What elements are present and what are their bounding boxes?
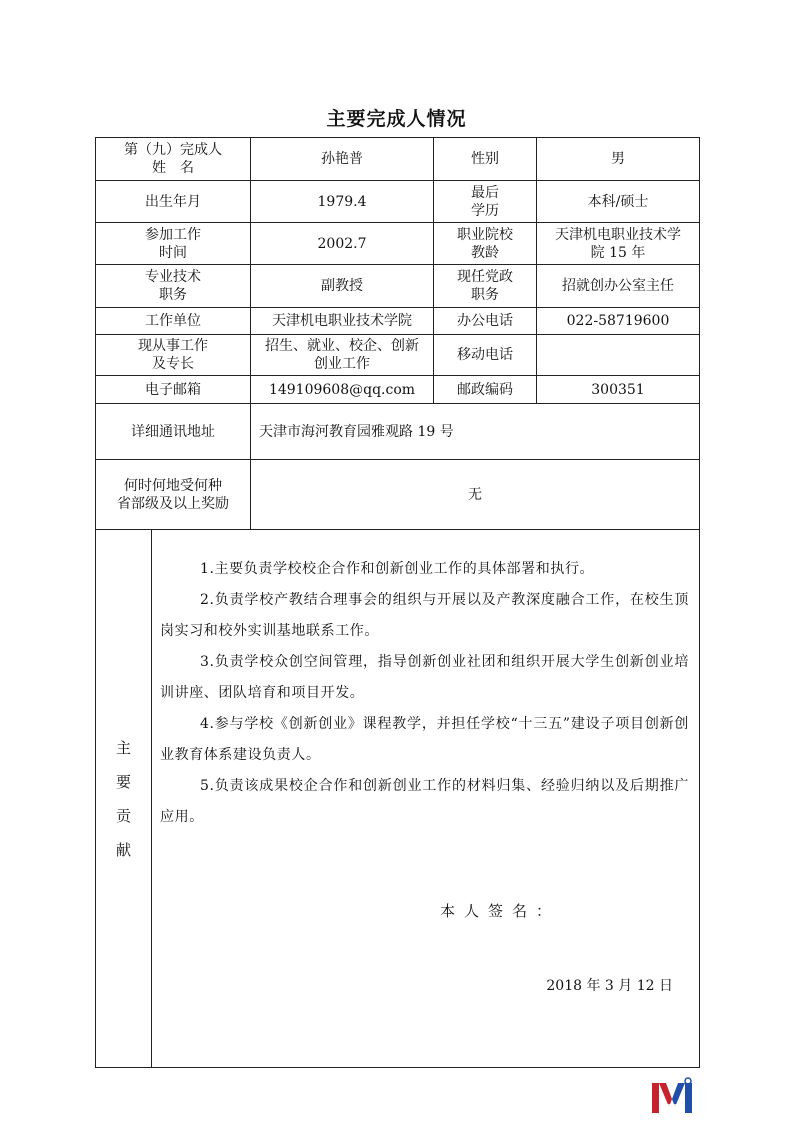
mobile-value (537, 335, 700, 376)
mobile-label: 移动电话 (434, 335, 537, 376)
gender-label: 性别 (434, 138, 537, 181)
contribution-label: 主 要 贡 献 (96, 530, 152, 1068)
education-value: 本科/硕士 (537, 181, 700, 223)
birth-value: 1979.4 (251, 181, 434, 223)
unit-value: 天津机电职业技术学院 (251, 308, 434, 335)
specialty-value: 招生、就业、校企、创新 创业工作 (251, 335, 434, 376)
contribution-paragraph: 5.负责该成果校企合作和创新创业工作的材料归集、经验归纳以及后期推广应用。 (160, 778, 689, 825)
contribution-content (152, 530, 700, 1068)
birth-label: 出生年月 (96, 181, 251, 223)
email-value: 149109608@qq.com (251, 376, 434, 404)
education-label: 最后 学历 (434, 181, 537, 223)
table-row (96, 404, 700, 460)
title-label: 专业技术 职务 (96, 265, 251, 308)
postcode-value: 300351 (537, 376, 700, 404)
specialty-label: 现从事工作 及专长 (96, 335, 251, 376)
teach-years-label: 职业院校 教龄 (434, 223, 537, 265)
table-row (96, 376, 700, 404)
table-row (96, 181, 700, 223)
party-post-value: 招就创办公室主任 (537, 265, 700, 308)
contribution-paragraph: 3.负责学校众创空间管理，指导创新创业社团和组织开展大学生创新创业培训讲座、团队培育和项目开发。 (160, 654, 689, 701)
work-start-value: 2002.7 (251, 223, 434, 265)
me-logo-icon (650, 1077, 694, 1115)
table-row (96, 460, 700, 530)
postcode-label: 邮政编码 (434, 376, 537, 404)
table-row (96, 265, 700, 308)
address-label: 详细通讯地址 (96, 404, 251, 460)
address-value: 天津市海河教育园雅观路 19 号 (251, 404, 700, 460)
info-form (95, 137, 699, 1003)
email-label: 电子邮箱 (96, 376, 251, 404)
teach-years-value: 天津机电职业技术学 院 15 年 (537, 223, 700, 265)
award-value: 无 (251, 460, 700, 530)
award-label: 何时何地受何种 省部级及以上奖励 (96, 460, 251, 530)
table-row (96, 308, 700, 335)
page-title: 主要完成人情况 (326, 108, 467, 130)
office-phone-value: 022-58719600 (537, 308, 700, 335)
contribution-paragraph: 2.负责学校产教结合理事会的组织与开展以及产教深度融合工作，在校生顶岗实习和校外实训基地联系工作。 (160, 592, 689, 639)
work-start-label: 参加工作 时间 (96, 223, 251, 265)
table-row (96, 223, 700, 265)
table-row (96, 138, 700, 181)
title-value: 副教授 (251, 265, 434, 308)
gender-value: 男 (537, 138, 700, 181)
office-phone-label: 办公电话 (434, 308, 537, 335)
signature-date: 2018 年 3 月 12 日 (546, 978, 673, 994)
signature-label: 本人签名： (440, 902, 561, 920)
name-value: 孙艳普 (251, 138, 434, 181)
unit-label: 工作单位 (96, 308, 251, 335)
table-row (96, 335, 700, 376)
contribution-paragraph: 1.主要负责学校校企合作和创新创业工作的具体部署和执行。 (200, 561, 595, 577)
table-row (96, 530, 700, 1068)
name-label: 第（九）完成人 姓 名 (96, 138, 251, 181)
party-post-label: 现任党政 职务 (434, 265, 537, 308)
contribution-paragraph: 4.参与学校《创新创业》课程教学，并担任学校“十三五”建设子项目创新创业教育体系建设负责人。 (160, 716, 689, 763)
